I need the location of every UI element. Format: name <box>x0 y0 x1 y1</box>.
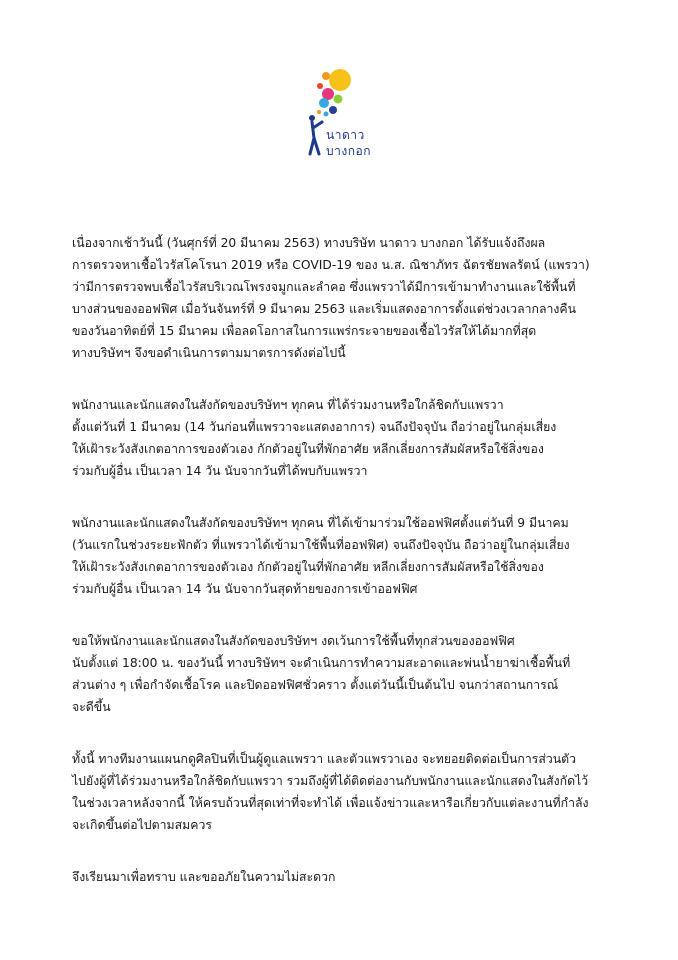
logo-text-bangkok: บางกอก <box>326 144 371 158</box>
paragraph-closing <box>72 866 632 888</box>
paragraph-contact <box>72 748 632 836</box>
paragraph-line: ทั้งนี้ ทางทีมงานแผนกดูศิลปินที่เป็นผู้ดูแลแพรวา และตัวแพรวาเอง จะทยอยติดต่อเป็นการส่วนตัว <box>72 752 577 766</box>
paragraph-line: (วันแรกในช่วงระยะฟักตัว ที่แพรวาได้เข้ามาใช้พื้นที่ออฟฟิศ) จนถึงปัจจุบัน ถือว่าอยู่ในกลุ่มเสี่ยง <box>72 538 570 552</box>
paragraph-measure-1 <box>72 394 632 482</box>
logo-text-nadao: นาดาว <box>326 128 365 142</box>
paragraph-line: เนื่องจากเช้าวันนี้ (วันศุกร์ที่ 20 มีนาคม 2563) ทางบริษัท นาดาว บางกอก ได้รับแจ้งถึงผล <box>72 236 546 250</box>
paragraph-measure-3 <box>72 630 632 718</box>
nadao-bangkok-logo <box>300 66 382 170</box>
paragraph-line: ร่วมกับผู้อื่น เป็นเวลา 14 วัน นับจากวันที่ได้พบกับแพรวา <box>72 464 368 478</box>
paragraph-line: พนักงานและนักแสดงในสังกัดของบริษัทฯ ทุกคน ที่ได้ร่วมงานหรือใกล้ชิดกับแพรวา <box>72 398 504 412</box>
paragraph-line: พนักงานและนักแสดงในสังกัดของบริษัทฯ ทุกคน ที่ได้เข้ามาร่วมใช้ออฟฟิศตั้งแต่วันที่ 9 มีนาคม <box>72 516 569 530</box>
paragraph-line: บางส่วนของออฟฟิศ เมื่อวันจันทร์ที่ 9 มีนาคม 2563 และเริ่มแสดงอาการตั้งแต่ช่วงเวลากลางคืน <box>72 302 577 316</box>
announcement-body <box>72 232 632 918</box>
paragraph-line: ไปยังผู้ที่ได้ร่วมงานหรือใกล้ชิดกับแพรวา รวมถึงผู้ที่ได้ติดต่องานกับพนักงานและนักแสดงในสังกัดไว้ <box>72 774 589 788</box>
paragraph-line: ตั้งแต่วันที่ 1 มีนาคม (14 วันก่อนที่แพรวาจะแสดงอาการ) จนถึงปัจจุบัน ถือว่าอยู่ในกลุ่มเสี่ยง <box>72 420 557 434</box>
paragraph-line: ให้เฝ้าระวังสังเกตอาการของตัวเอง กักตัวอยู่ในที่พักอาศัย หลีกเลี่ยงการสัมผัสหรือใช้สิ่งของ <box>72 560 544 574</box>
paragraph-line: ขอให้พนักงานและนักแสดงในสังกัดของบริษัทฯ งดเว้นการใช้พื้นที่ทุกส่วนของออฟฟิศ <box>72 634 515 648</box>
paragraph-line: ส่วนต่าง ๆ เพื่อกำจัดเชื้อโรค และปิดออฟฟิศชั่วคราว ตั้งแต่วันนี้เป็นต้นไป จนกว่าสถานการณ์ <box>72 678 559 692</box>
paragraph-measure-2 <box>72 512 632 600</box>
paragraph-intro <box>72 232 632 364</box>
paragraph-line: ให้เฝ้าระวังสังเกตอาการของตัวเอง กักตัวอยู่ในที่พักอาศัย หลีกเลี่ยงการสัมผัสหรือใช้สิ่งของ <box>72 442 544 456</box>
paragraph-line: ว่ามีการตรวจพบเชื้อไวรัสบริเวณโพรงจมูกและลำคอ ซึ่งแพรวาได้มีการเข้ามาทำงานและใช้พื้นที่ <box>72 280 576 294</box>
paragraph-line: การตรวจหาเชื้อไวรัสโคโรนา 2019 หรือ COVID-19 ของ น.ส. ณิชาภัทร ฉัตรชัยพลรัตน์ (แพรวา) <box>72 258 590 272</box>
paragraph-line: จะดีขึ้น <box>72 700 111 714</box>
paragraph-line: ในช่วงเวลาหลังจากนี้ ให้ครบถ้วนที่สุดเท่าที่จะทำได้ เพื่อแจ้งข่าวและหารือเกี่ยวกับแต่ละงานที่กำลัง <box>72 796 589 810</box>
paragraph-line: จะเกิดขึ้นต่อไปตามสมควร <box>72 818 212 832</box>
paragraph-line: จึงเรียนมาเพื่อทราบ และขออภัยในความไม่สะดวก <box>72 870 336 884</box>
paragraph-line: ของวันอาทิตย์ที่ 15 มีนาคม เพื่อลดโอกาสในการแพร่กระจายของเชื้อไวรัสให้ได้มากที่สุด <box>72 324 537 338</box>
paragraph-line: นับตั้งแต่ 18:00 น. ของวันนี้ ทางบริษัทฯ จะดำเนินการทำความสะอาดและพ่นน้ำยาฆ่าเชื้อพื้นที่ <box>72 656 571 670</box>
paragraph-line: ร่วมกับผู้อื่น เป็นเวลา 14 วัน นับจากวันสุดท้ายของการเข้าออฟฟิศ <box>72 582 418 596</box>
paragraph-line: ทางบริษัทฯ จึงขอดำเนินการตามมาตรการดังต่อไปนี้ <box>72 346 346 360</box>
